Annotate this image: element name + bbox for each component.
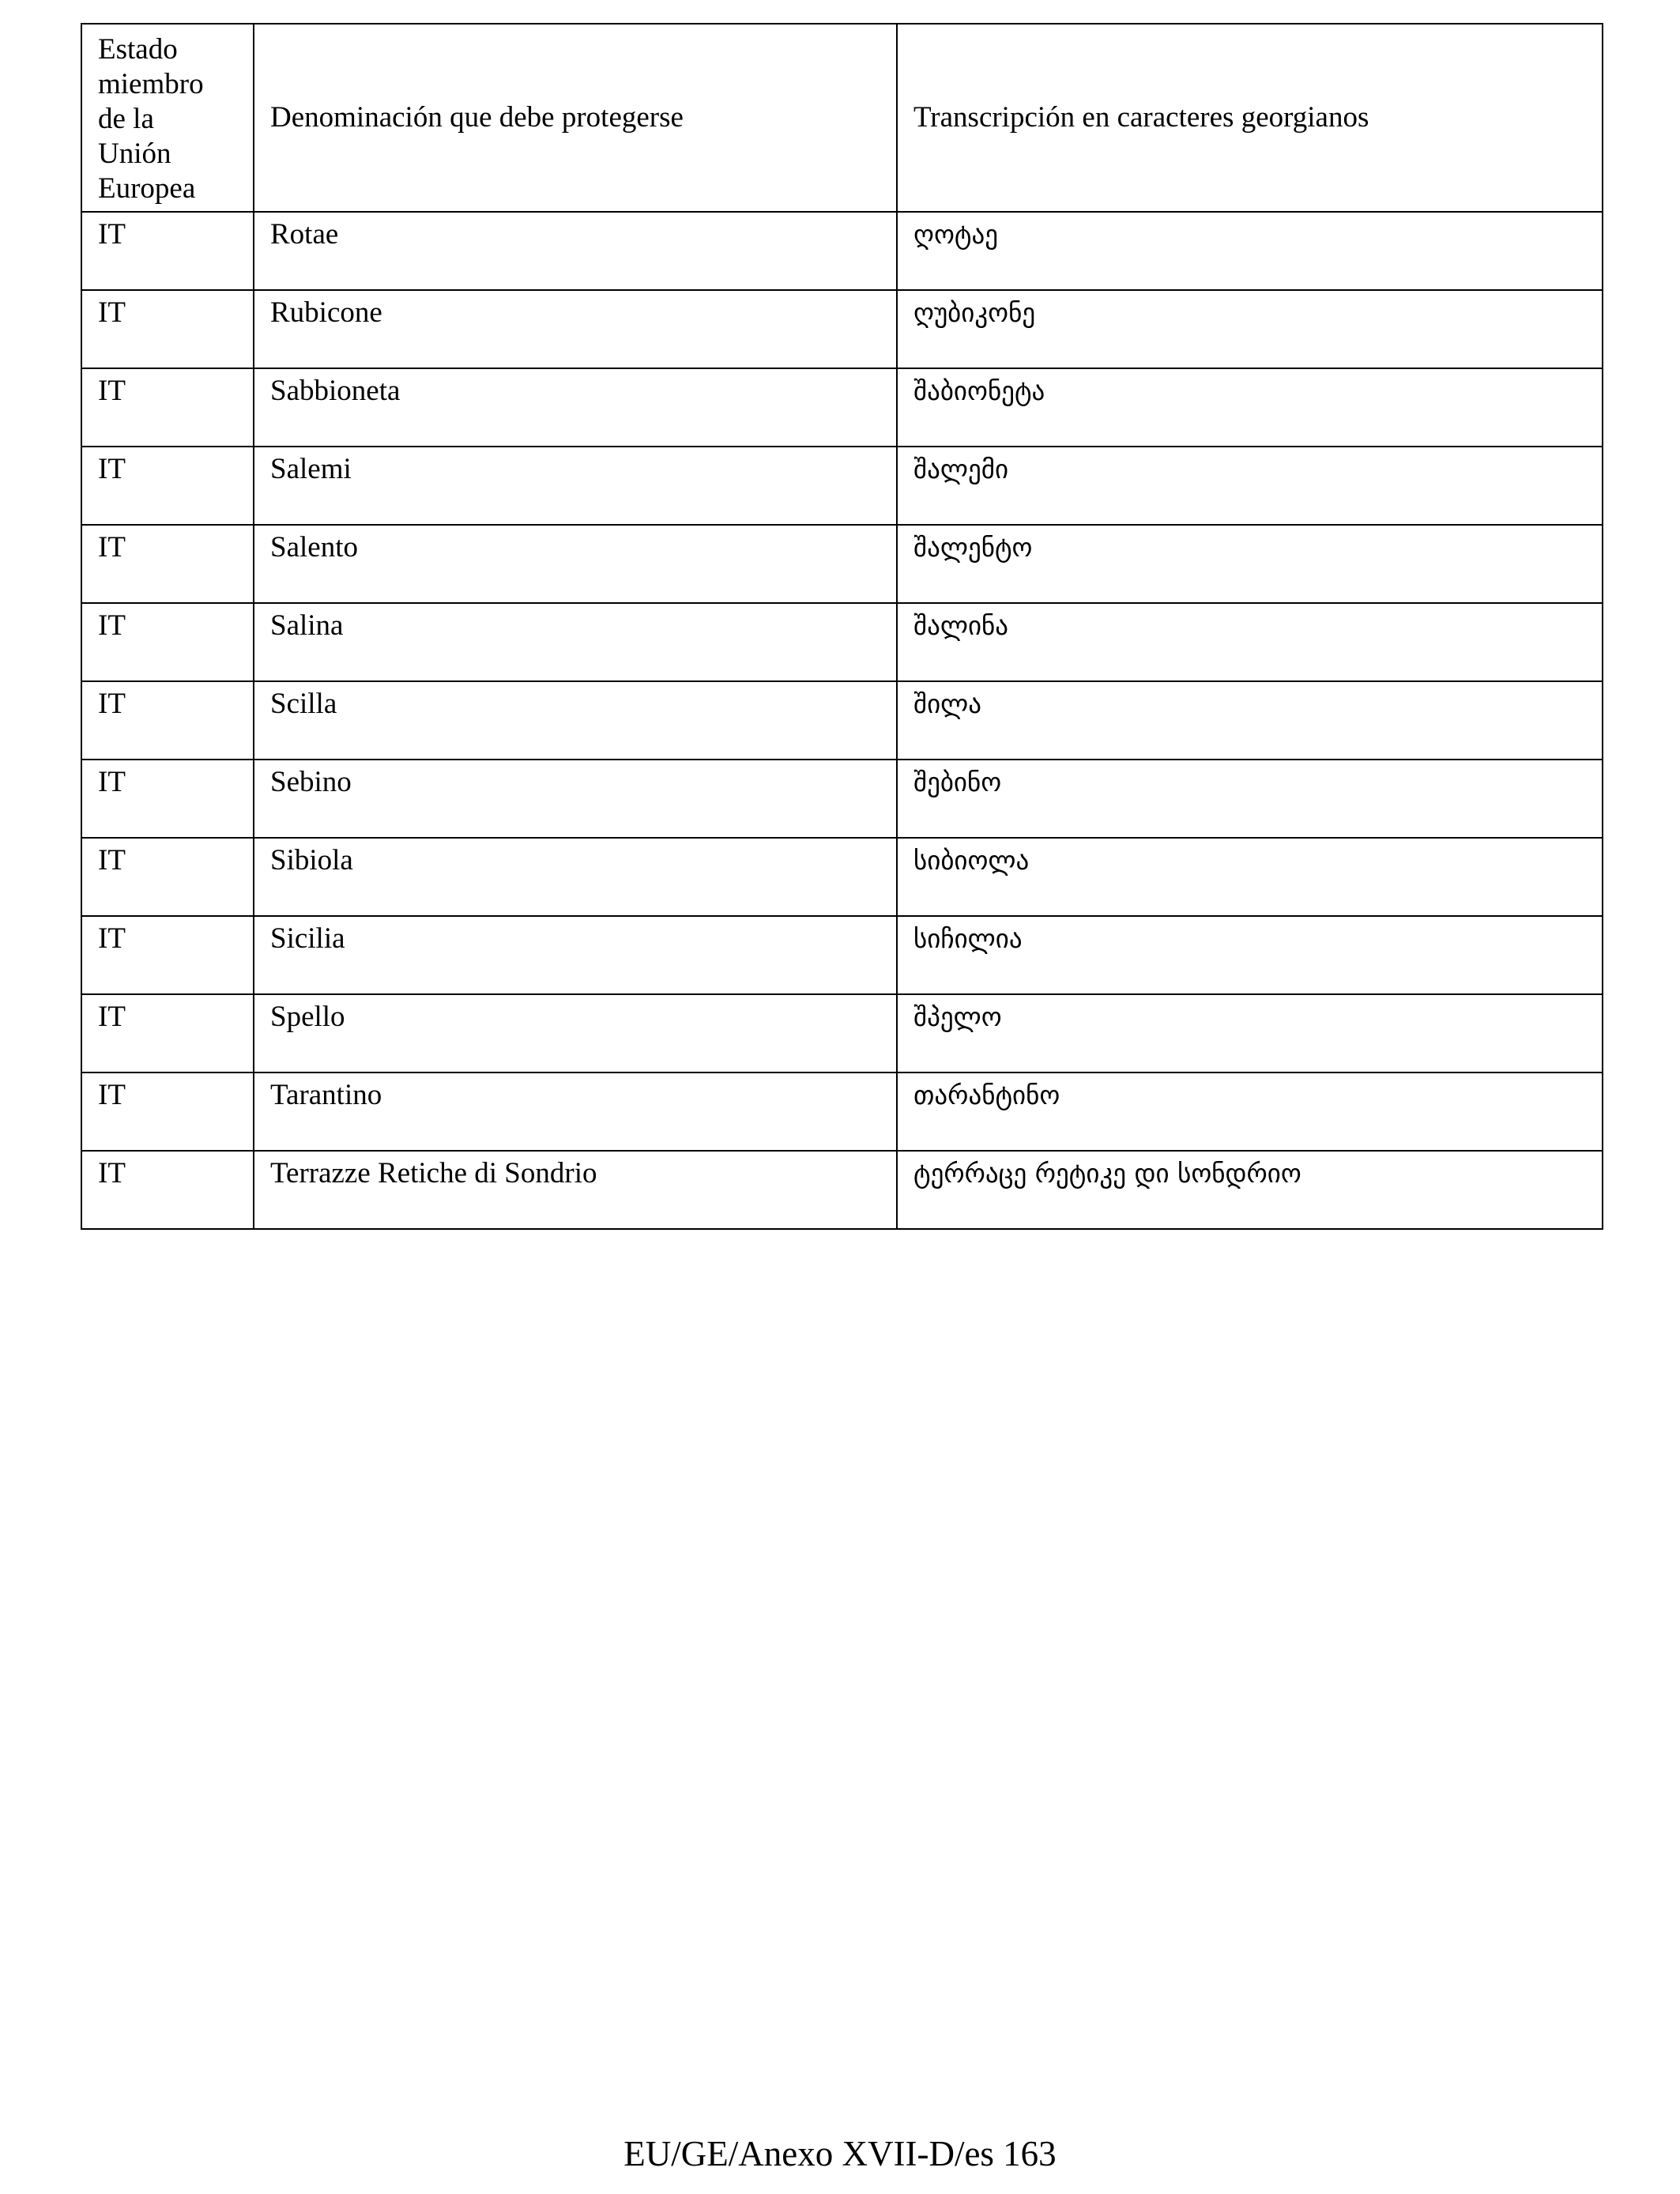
member-state-cell: IT [81, 525, 254, 603]
denomination-cell: Terrazze Retiche di Sondrio [254, 1151, 897, 1229]
denomination-cell: Rotae [254, 212, 897, 290]
table-body [81, 212, 1603, 1229]
member-state-cell: IT [81, 681, 254, 760]
header-row [81, 24, 1603, 212]
member-state-cell: IT [81, 447, 254, 525]
georgian-transcription-cell: შალემი [897, 447, 1603, 525]
georgian-transcription-cell: შაბიონეტა [897, 368, 1603, 447]
member-state-cell: IT [81, 760, 254, 838]
denomination-cell: Rubicone [254, 290, 897, 368]
georgian-transcription-cell: შპელო [897, 994, 1603, 1072]
table-row [81, 603, 1603, 681]
member-state-cell: IT [81, 290, 254, 368]
member-state-cell: IT [81, 916, 254, 994]
member-state-cell: IT [81, 838, 254, 916]
table-row [81, 1151, 1603, 1229]
table-row [81, 212, 1603, 290]
georgian-transcription-cell: შალენტო [897, 525, 1603, 603]
georgian-transcription-cell: ღუბიკონე [897, 290, 1603, 368]
denomination-cell: Sicilia [254, 916, 897, 994]
denomination-cell: Scilla [254, 681, 897, 760]
denomination-cell: Salemi [254, 447, 897, 525]
table-row [81, 760, 1603, 838]
protected-names-table [81, 23, 1603, 1230]
table-row [81, 447, 1603, 525]
georgian-transcription-cell: ტერრაცე რეტიკე დი სონდრიო [897, 1151, 1603, 1229]
denomination-cell: Salina [254, 603, 897, 681]
table-row [81, 838, 1603, 916]
georgian-transcription-cell: სიბიოლა [897, 838, 1603, 916]
table-row [81, 681, 1603, 760]
georgian-transcription-cell: ღოტაე [897, 212, 1603, 290]
header-georgian-transcription: Transcripción en caracteres georgianos [897, 24, 1603, 212]
table-row [81, 525, 1603, 603]
table-row [81, 290, 1603, 368]
header-member-state: Estado miembro de la Unión Europea [81, 24, 254, 212]
table-header [81, 24, 1603, 212]
member-state-cell: IT [81, 368, 254, 447]
georgian-transcription-cell: თარანტინო [897, 1072, 1603, 1151]
denomination-cell: Sabbioneta [254, 368, 897, 447]
table-row [81, 1072, 1603, 1151]
table-row [81, 916, 1603, 994]
denomination-cell: Salento [254, 525, 897, 603]
table-row [81, 368, 1603, 447]
denomination-cell: Sibiola [254, 838, 897, 916]
denomination-cell: Tarantino [254, 1072, 897, 1151]
georgian-transcription-cell: შალინა [897, 603, 1603, 681]
denomination-cell: Sebino [254, 760, 897, 838]
member-state-cell: IT [81, 1072, 254, 1151]
georgian-transcription-cell: სიჩილია [897, 916, 1603, 994]
georgian-transcription-cell: შილა [897, 681, 1603, 760]
page-footer: EU/GE/Anexo XVII-D/es 163 [623, 2134, 1057, 2173]
member-state-cell: IT [81, 1151, 254, 1229]
denomination-cell: Spello [254, 994, 897, 1072]
member-state-cell: IT [81, 212, 254, 290]
georgian-transcription-cell: შებინო [897, 760, 1603, 838]
table-row [81, 994, 1603, 1072]
header-denomination: Denominación que debe protegerse [254, 24, 897, 212]
member-state-cell: IT [81, 603, 254, 681]
member-state-cell: IT [81, 994, 254, 1072]
